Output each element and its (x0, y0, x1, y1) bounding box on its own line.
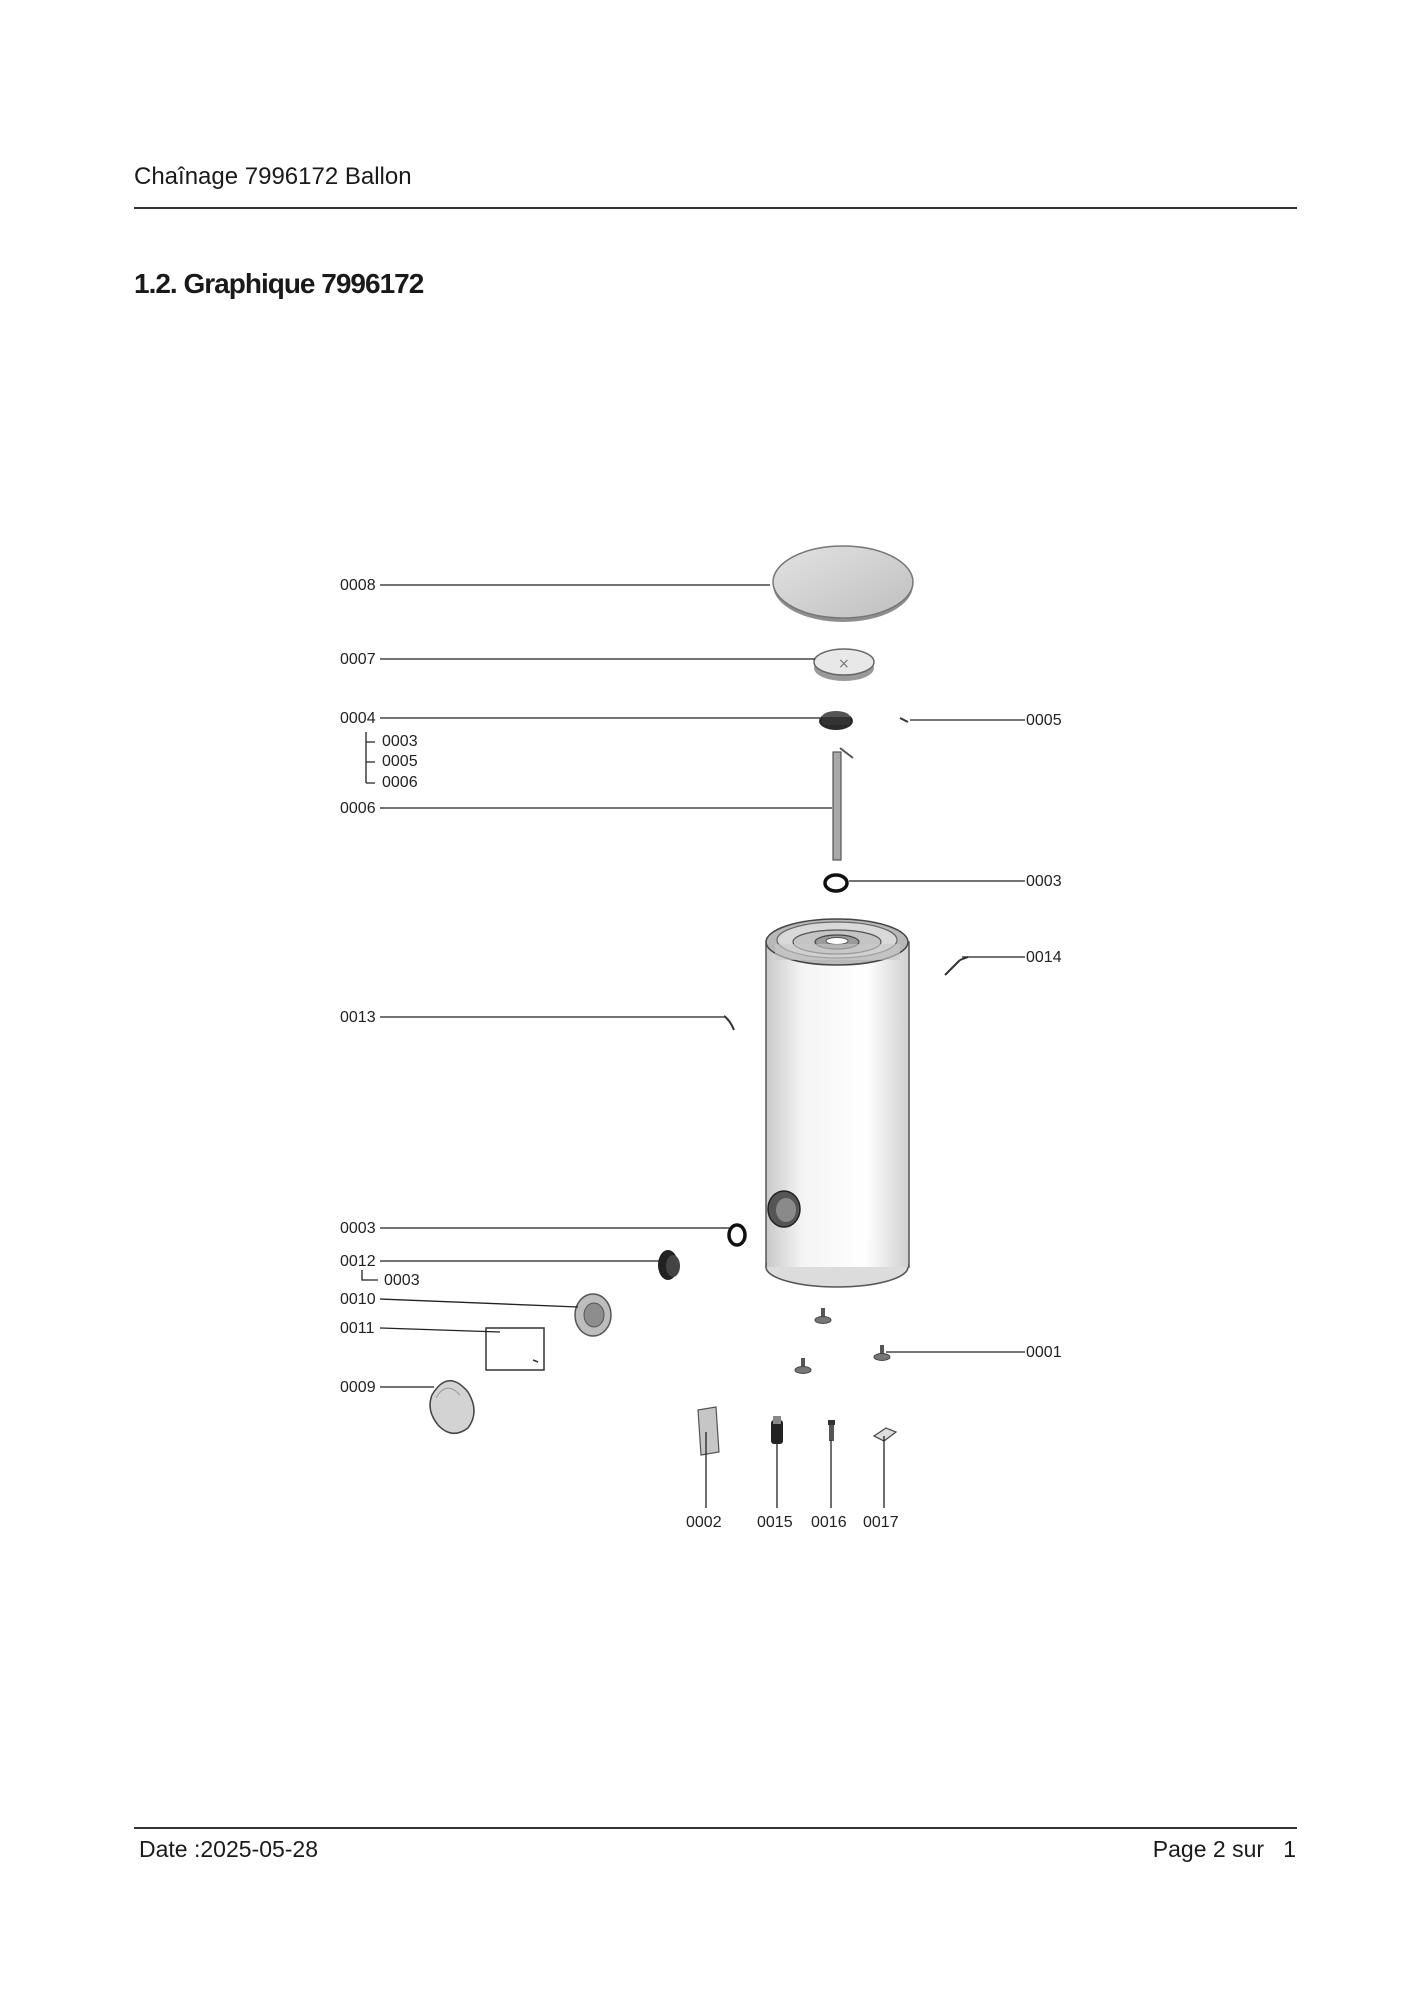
part-0009-cover-shell (430, 1381, 474, 1434)
callout-0001: 0001 (1026, 1344, 1062, 1361)
callout-0009: 0009 (340, 1379, 376, 1396)
callout-0004-sub-0006: 0006 (382, 774, 418, 791)
part-feet (795, 1308, 890, 1374)
footer-divider (134, 1827, 1297, 1829)
part-0017-clip (874, 1428, 896, 1441)
part-0012-flange (658, 1250, 680, 1280)
callout-0004: 0004 (340, 710, 376, 727)
callout-0005: 0005 (1026, 712, 1062, 729)
part-0004-flange-nut (819, 711, 853, 730)
part-0003-oring-top (825, 875, 847, 891)
part-0003-oring-middle (729, 1225, 745, 1245)
footer-date: Date :2025-05-28 (139, 1836, 319, 1862)
callout-0003-top: 0003 (1026, 873, 1062, 890)
callout-0008: 0008 (340, 577, 376, 594)
part-0010-heating-plate (575, 1294, 611, 1336)
callout-0002: 0002 (686, 1514, 722, 1531)
part-0014-sensor (945, 957, 968, 975)
callout-0004-sub-0003: 0003 (382, 733, 418, 750)
part-0016-probe (828, 1420, 835, 1441)
part-0008-top-cover (773, 546, 913, 622)
callout-0003-middle: 0003 (340, 1220, 376, 1237)
callout-0006: 0006 (340, 800, 376, 817)
svg-text:×: × (838, 656, 850, 672)
callout-0017: 0017 (863, 1514, 899, 1531)
part-0002-card (698, 1407, 719, 1455)
callout-0012: 0012 (340, 1253, 376, 1270)
footer-page-number: Page 2 sur 1 (1152, 1836, 1296, 1862)
leader-lines (362, 585, 1025, 1508)
part-0005-pin (900, 718, 908, 722)
part-tank-body (766, 919, 909, 1287)
part-0007-cap (814, 649, 874, 681)
callout-0016: 0016 (811, 1514, 847, 1531)
part-0015-fitting (771, 1416, 783, 1444)
callout-0015: 0015 (757, 1514, 793, 1531)
callout-0014: 0014 (1026, 949, 1062, 966)
callout-0004-sub-0005: 0005 (382, 753, 418, 770)
section-title: 1.2. Graphique 7996172 (134, 268, 424, 299)
part-0011-label (486, 1328, 544, 1370)
callout-0012-sub-0003: 0003 (384, 1272, 420, 1289)
callout-0013: 0013 (340, 1009, 376, 1026)
part-0006-anode-rod (833, 748, 853, 860)
document-header-title: Chaînage 7996172 Ballon (134, 163, 412, 190)
part-0013-wire (724, 1016, 734, 1030)
callout-0010: 0010 (340, 1291, 376, 1308)
callout-0007: 0007 (340, 651, 376, 668)
callout-0011: 0011 (340, 1320, 375, 1337)
